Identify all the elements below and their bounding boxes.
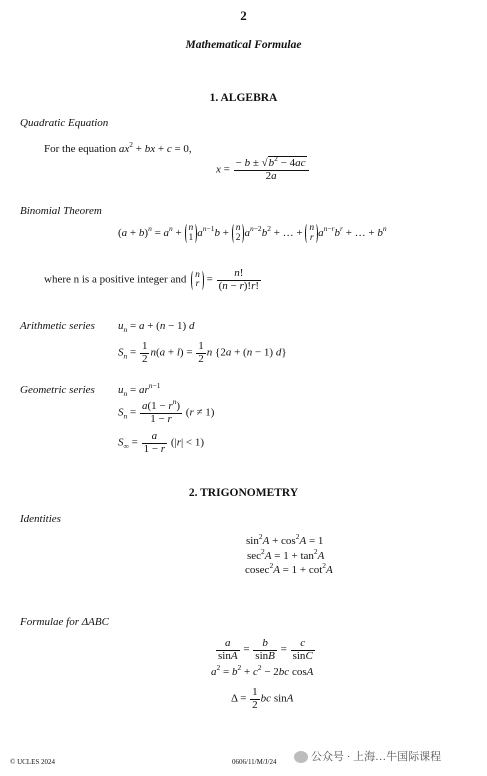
page-number: 2 (240, 8, 247, 23)
quadratic-title: Quadratic Equation (20, 117, 109, 129)
binomial-title: Binomial Theorem (20, 205, 102, 217)
geometric-sinf: $S_\infty$ = $\frac{a}{1 - r}$ (|r| < 1) (118, 430, 205, 455)
binomial-where-text: where n is a positive integer and (44, 273, 187, 286)
identity-1: $\sin^2A + \cos^2A = 1$ (246, 532, 324, 547)
arithmetic-un: $u_n = a + (n - 1)$ d (118, 320, 195, 334)
geometric-sn: $S_n$ = $\frac{a(1 - r^n)}{1 - r}$ (r ≠ 1) (118, 397, 215, 425)
geometric-title: Geometric series (20, 384, 95, 396)
quadratic-equation: $ax^2$ + bx + c = 0, (118, 140, 192, 155)
arithmetic-title: Arithmetic series (20, 320, 95, 332)
identities-title: Identities (20, 513, 61, 525)
binomial-formula: $(a + b)^n = a^n$ + n 1 $a^{n-1}b$ + n 2 $a^{n-2}b^2$ + … + n r $a^{n-r}b^r$ + … + $b^n$ (118, 223, 387, 243)
watermark (294, 748, 441, 764)
document-title: Mathematical Formulae (185, 39, 302, 51)
triangle-title: Formulae for ΔABC (20, 616, 109, 628)
sine-rule: $\frac{a}{\sin A}$ = $\frac{b}{\sin B}$ = $\frac{c}{\sin C}$ (218, 637, 313, 662)
quadratic-intro (44, 140, 192, 155)
identity-2: $\sec^2A = 1 + \tan^2A$ (247, 547, 325, 562)
algebra-heading: 1. ALGEBRA (209, 92, 278, 104)
quadratic-formula: x = $\frac{- b \pm √b^2 - 4ac}{2a}$ (216, 158, 310, 182)
wechat-icon (294, 751, 308, 763)
footer-copyright: © UCLES 2024 (10, 758, 55, 766)
binomial-where: where n is a positive integer and n r = $\frac{n!}{(n - r)!r!}$ (44, 267, 260, 292)
arithmetic-sn: $S_n$ = $\frac{1}{2}$ n(a + l) = $\frac{1}{2}$ n {2a + (n − 1) d} (118, 340, 287, 365)
cosine-rule: $a^2 = b^2 + c^2 - 2bc$ cosA (211, 663, 314, 678)
watermark-text: 公众号 · 上海…牛国际课程 (311, 751, 442, 763)
footer-code: 0606/11/M/J/24 (232, 758, 277, 766)
geometric-un: $u_n = ar^{n-1}$ (118, 381, 161, 398)
triangle-area: Δ = $\frac{1}{2}$ bc sinA (231, 686, 294, 711)
trigonometry-heading: 2. TRIGONOMETRY (188, 487, 299, 499)
identity-3: $cosec^2A = 1 + \cot^2A$ (245, 561, 333, 576)
quadratic-intro-text: For the equation (44, 143, 117, 155)
